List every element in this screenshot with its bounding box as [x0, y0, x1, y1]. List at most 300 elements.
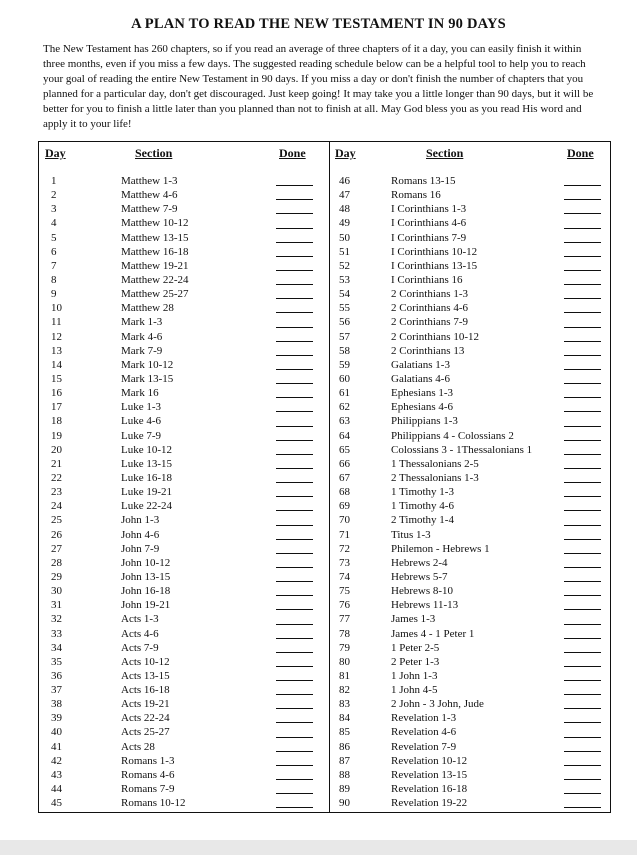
section-reading: 1 Thessalonians 2-5: [391, 457, 479, 470]
day-number: 89: [339, 783, 350, 796]
section-reading: Romans 16: [391, 189, 441, 202]
table-row: [331, 556, 612, 570]
section-reading: Luke 7-9: [121, 429, 162, 442]
table-row: [331, 697, 612, 711]
table-row: [39, 697, 329, 711]
done-checkline: [276, 722, 313, 723]
done-checkline: [276, 397, 313, 398]
table-row: [331, 612, 612, 626]
section-reading: 2 Peter 1-3: [391, 655, 440, 668]
section-reading: Acts 13-15: [121, 669, 170, 682]
day-number: 34: [51, 641, 62, 654]
table-row: [39, 202, 329, 216]
section-reading: Hebrews 2-4: [391, 556, 448, 569]
table-row: [39, 400, 329, 414]
section-reading: Ephesians 1-3: [391, 387, 454, 400]
viewer-bottom-bar: [0, 840, 637, 855]
done-checkline: [276, 525, 313, 526]
day-number: 76: [339, 599, 350, 612]
section-reading: Revelation 7-9: [391, 740, 457, 753]
done-checkline: [276, 595, 313, 596]
done-checkline: [276, 482, 313, 483]
day-number: 24: [51, 500, 62, 513]
done-checkline: [564, 411, 601, 412]
done-checkline: [276, 199, 313, 200]
section-reading: Hebrews 5-7: [391, 570, 448, 583]
day-number: 62: [339, 401, 350, 414]
done-checkline: [276, 765, 313, 766]
done-checkline: [564, 228, 601, 229]
done-checkline: [276, 694, 313, 695]
day-number: 50: [339, 231, 350, 244]
table-row: [39, 188, 329, 202]
table-row: [39, 443, 329, 457]
section-reading: Mark 7-9: [121, 344, 163, 357]
day-number: 70: [339, 514, 350, 527]
table-row: [39, 429, 329, 443]
day-number: 53: [339, 273, 350, 286]
section-reading: 1 John 4-5: [391, 684, 438, 697]
table-row: [331, 287, 612, 301]
day-number: 86: [339, 740, 350, 753]
section-reading: Galatians 1-3: [391, 358, 450, 371]
table-row: [39, 287, 329, 301]
section-reading: Acts 10-12: [121, 655, 170, 668]
table-row: [331, 796, 612, 810]
day-number: 10: [51, 302, 62, 315]
day-number: 63: [339, 415, 350, 428]
day-number: 64: [339, 429, 350, 442]
done-checkline: [564, 694, 601, 695]
section-reading: Luke 19-21: [121, 486, 173, 499]
header-section: Section: [426, 146, 464, 160]
done-checkline: [276, 228, 313, 229]
done-checkline: [564, 270, 601, 271]
column-divider: [329, 142, 330, 812]
section-reading: Mark 16: [121, 387, 159, 400]
table-row: [331, 245, 612, 259]
section-reading: Luke 16-18: [121, 471, 173, 484]
day-number: 56: [339, 316, 350, 329]
table-row: [39, 768, 329, 782]
day-number: 83: [339, 698, 350, 711]
section-reading: Romans 10-12: [121, 797, 186, 810]
done-checkline: [564, 454, 601, 455]
table-row: [39, 457, 329, 471]
day-number: 90: [339, 797, 350, 810]
table-row: [331, 202, 612, 216]
schedule-rows-right: [331, 174, 612, 810]
day-number: 43: [51, 768, 62, 781]
day-number: 78: [339, 627, 350, 640]
section-reading: Luke 1-3: [121, 401, 162, 414]
table-row: [331, 414, 612, 428]
table-row: [39, 683, 329, 697]
section-reading: John 16-18: [121, 585, 171, 598]
section-reading: Philemon - Hebrews 1: [391, 542, 490, 555]
table-row: [331, 683, 612, 697]
done-checkline: [276, 567, 313, 568]
done-checkline: [564, 525, 601, 526]
day-number: 59: [339, 358, 350, 371]
done-checkline: [564, 496, 601, 497]
day-number: 37: [51, 684, 62, 697]
day-number: 87: [339, 754, 350, 767]
section-reading: John 10-12: [121, 556, 171, 569]
done-checkline: [564, 327, 601, 328]
done-checkline: [564, 779, 601, 780]
day-number: 42: [51, 754, 62, 767]
section-reading: Luke 4-6: [121, 415, 162, 428]
table-row: [331, 669, 612, 683]
table-row: [331, 570, 612, 584]
day-number: 48: [339, 203, 350, 216]
done-checkline: [276, 426, 313, 427]
day-number: 11: [51, 316, 62, 329]
section-reading: 1 Peter 2-5: [391, 641, 440, 654]
section-reading: I Corinthians 16: [391, 273, 463, 286]
section-reading: John 1-3: [121, 514, 160, 527]
day-number: 40: [51, 726, 62, 739]
table-row: [331, 443, 612, 457]
done-checkline: [564, 298, 601, 299]
section-reading: Matthew 22-24: [121, 273, 189, 286]
section-reading: Acts 25-27: [121, 726, 170, 739]
day-number: 44: [51, 783, 62, 796]
section-reading: Revelation 13-15: [391, 768, 468, 781]
done-checkline: [564, 468, 601, 469]
table-row: [39, 542, 329, 556]
done-checkline: [564, 383, 601, 384]
day-number: 22: [51, 471, 62, 484]
section-reading: Luke 13-15: [121, 457, 173, 470]
table-row: [39, 641, 329, 655]
schedule-rows-left: [39, 174, 329, 810]
table-row: [39, 584, 329, 598]
table-row: [39, 330, 329, 344]
table-row: [331, 782, 612, 796]
section-reading: 2 John - 3 John, Jude: [391, 698, 484, 711]
day-number: 6: [51, 245, 57, 258]
done-checkline: [276, 581, 313, 582]
day-number: 27: [51, 542, 62, 555]
day-number: 45: [51, 797, 62, 810]
section-reading: Hebrews 11-13: [391, 599, 459, 612]
done-checkline: [276, 312, 313, 313]
done-checkline: [276, 369, 313, 370]
section-reading: Matthew 28: [121, 302, 174, 315]
done-checkline: [564, 213, 601, 214]
table-row: [39, 386, 329, 400]
done-checkline: [276, 355, 313, 356]
done-checkline: [276, 383, 313, 384]
table-row: [39, 655, 329, 669]
done-checkline: [564, 595, 601, 596]
day-number: 35: [51, 655, 62, 668]
table-row: [39, 669, 329, 683]
done-checkline: [564, 355, 601, 356]
day-number: 3: [51, 203, 57, 216]
table-row: [39, 796, 329, 810]
day-number: 8: [51, 273, 57, 286]
done-checkline: [276, 256, 313, 257]
done-checkline: [276, 737, 313, 738]
done-checkline: [276, 680, 313, 681]
done-checkline: [564, 185, 601, 186]
table-row: [331, 457, 612, 471]
day-number: 82: [339, 684, 350, 697]
day-number: 12: [51, 330, 62, 343]
table-row: [331, 641, 612, 655]
day-number: 49: [339, 217, 350, 230]
table-row: [39, 358, 329, 372]
table-row: [331, 513, 612, 527]
section-reading: Mark 13-15: [121, 372, 174, 385]
day-number: 28: [51, 556, 62, 569]
header-section: Section: [135, 146, 173, 160]
done-checkline: [564, 807, 601, 808]
day-number: 26: [51, 528, 62, 541]
table-row: [39, 612, 329, 626]
table-row: [39, 245, 329, 259]
done-checkline: [276, 270, 313, 271]
day-number: 74: [339, 570, 350, 583]
table-row: [39, 556, 329, 570]
section-reading: Hebrews 8-10: [391, 585, 454, 598]
day-number: 72: [339, 542, 350, 555]
section-reading: Acts 7-9: [121, 641, 159, 654]
section-reading: Mark 4-6: [121, 330, 163, 343]
done-checkline: [276, 242, 313, 243]
header-done: Done: [567, 146, 594, 160]
day-number: 14: [51, 358, 62, 371]
section-reading: I Corinthians 10-12: [391, 245, 478, 258]
table-row: [39, 782, 329, 796]
day-number: 60: [339, 372, 350, 385]
section-reading: I Corinthians 7-9: [391, 231, 467, 244]
section-reading: John 19-21: [121, 599, 171, 612]
day-number: 33: [51, 627, 62, 640]
day-number: 51: [339, 245, 350, 258]
done-checkline: [564, 708, 601, 709]
done-checkline: [564, 624, 601, 625]
table-row: [39, 231, 329, 245]
section-reading: Matthew 1-3: [121, 175, 178, 187]
done-checkline: [276, 341, 313, 342]
done-checkline: [564, 751, 601, 752]
section-reading: Matthew 4-6: [121, 189, 178, 202]
day-number: 32: [51, 613, 62, 626]
section-reading: Acts 22-24: [121, 712, 170, 725]
section-reading: Acts 4-6: [121, 627, 159, 640]
section-reading: Revelation 1-3: [391, 712, 457, 725]
table-row: [331, 429, 612, 443]
day-number: 71: [339, 528, 350, 541]
day-number: 38: [51, 698, 62, 711]
done-checkline: [276, 793, 313, 794]
section-reading: Philippians 1-3: [391, 415, 458, 428]
done-checkline: [276, 510, 313, 511]
day-number: 15: [51, 372, 62, 385]
section-reading: Titus 1-3: [391, 528, 431, 541]
table-row: [39, 372, 329, 386]
done-checkline: [564, 666, 601, 667]
done-checkline: [564, 638, 601, 639]
table-row: [331, 528, 612, 542]
section-reading: I Corinthians 13-15: [391, 259, 478, 272]
done-checkline: [564, 793, 601, 794]
done-checkline: [564, 510, 601, 511]
section-reading: Colossians 3 - 1Thessalonians 1: [391, 443, 533, 456]
done-checkline: [276, 213, 313, 214]
section-reading: Philippians 4 - Colossians 2: [391, 429, 514, 442]
section-reading: Acts 1-3: [121, 613, 159, 626]
done-checkline: [564, 199, 601, 200]
day-number: 68: [339, 486, 350, 499]
day-number: 13: [51, 344, 62, 357]
day-number: 65: [339, 443, 350, 456]
table-row: [39, 513, 329, 527]
done-checkline: [564, 737, 601, 738]
section-reading: John 7-9: [121, 542, 160, 555]
section-reading: Revelation 10-12: [391, 754, 468, 767]
table-row: [39, 725, 329, 739]
done-checkline: [564, 312, 601, 313]
table-row: [331, 584, 612, 598]
table-row: [331, 372, 612, 386]
done-checkline: [564, 553, 601, 554]
done-checkline: [276, 411, 313, 412]
table-row: [39, 499, 329, 513]
done-checkline: [276, 284, 313, 285]
day-number: 7: [51, 259, 57, 272]
day-number: 21: [51, 457, 62, 470]
section-reading: James 4 - 1 Peter 1: [391, 627, 475, 640]
day-number: 36: [51, 669, 62, 682]
schedule-column-right: [331, 142, 612, 812]
section-reading: John 13-15: [121, 570, 171, 583]
section-reading: Romans 4-6: [121, 768, 175, 781]
table-row: [331, 273, 612, 287]
section-reading: Ephesians 4-6: [391, 401, 454, 414]
table-row: [39, 598, 329, 612]
table-row: [331, 598, 612, 612]
day-number: 55: [339, 302, 350, 315]
table-row: [331, 301, 612, 315]
day-number: 47: [339, 189, 350, 202]
table-row: [331, 471, 612, 485]
intro-paragraph: The New Testament has 260 chapters, so if you read an average of three chapters of it a day, you can easily finish it within three months, even if you miss a few days. The suggested reading schedule below can be a helpful tool to help you to reach your goal of reading the entire New Testament in 90 days. If you miss a day or don't finish the number of chapters that you planned for a particular day, don't get discouraged. Just keep going! It may take you a little longer than 90 days, but it will be better for you to finish a little later than you planned than not to finish at all. May God bless you as you read His word and apply it to your life!: [43, 43, 594, 130]
table-row: [39, 174, 329, 188]
day-number: 80: [339, 655, 350, 668]
day-number: 18: [51, 415, 62, 428]
table-row: [39, 754, 329, 768]
section-reading: I Corinthians 4-6: [391, 217, 467, 230]
table-row: [331, 768, 612, 782]
day-number: 52: [339, 259, 350, 272]
table-row: [331, 627, 612, 641]
done-checkline: [564, 256, 601, 257]
section-reading: Revelation 4-6: [391, 726, 457, 739]
table-row: [331, 188, 612, 202]
section-reading: Romans 13-15: [391, 175, 456, 187]
section-reading: Matthew 16-18: [121, 245, 189, 258]
section-reading: 2 Thessalonians 1-3: [391, 471, 479, 484]
header-day: Day: [335, 146, 356, 160]
done-checkline: [564, 609, 601, 610]
day-number: 73: [339, 556, 350, 569]
day-number: 16: [51, 387, 62, 400]
section-reading: Matthew 10-12: [121, 217, 189, 230]
day-number: 39: [51, 712, 62, 725]
section-reading: 2 Timothy 1-4: [391, 514, 454, 527]
done-checkline: [564, 397, 601, 398]
done-checkline: [276, 440, 313, 441]
day-number: 4: [51, 217, 57, 230]
section-reading: Romans 1-3: [121, 754, 175, 767]
page-title: A PLAN TO READ THE NEW TESTAMENT IN 90 DAYS: [131, 16, 506, 32]
section-reading: Acts 16-18: [121, 684, 170, 697]
done-checkline: [564, 369, 601, 370]
table-row: [331, 655, 612, 669]
section-reading: Mark 1-3: [121, 316, 163, 329]
done-checkline: [276, 624, 313, 625]
day-number: 61: [339, 387, 350, 400]
section-reading: Luke 10-12: [121, 443, 173, 456]
section-reading: 1 Timothy 4-6: [391, 500, 454, 513]
day-number: 19: [51, 429, 62, 442]
header-done: Done: [279, 146, 306, 160]
table-row: [331, 725, 612, 739]
day-number: 66: [339, 457, 350, 470]
done-checkline: [564, 652, 601, 653]
table-row: [331, 754, 612, 768]
done-checkline: [276, 779, 313, 780]
done-checkline: [276, 454, 313, 455]
table-row: [331, 386, 612, 400]
day-number: 57: [339, 330, 350, 343]
day-number: 85: [339, 726, 350, 739]
section-reading: John 4-6: [121, 528, 160, 541]
table-row: [39, 216, 329, 230]
table-row: [331, 542, 612, 556]
section-reading: Luke 22-24: [121, 500, 173, 513]
section-reading: Mark 10-12: [121, 358, 174, 371]
day-number: 17: [51, 401, 62, 414]
table-row: [331, 231, 612, 245]
day-number: 69: [339, 500, 350, 513]
done-checkline: [564, 581, 601, 582]
day-number: 46: [339, 175, 350, 187]
day-number: 23: [51, 486, 62, 499]
done-checkline: [564, 567, 601, 568]
header-day: Day: [45, 146, 66, 160]
section-reading: Acts 19-21: [121, 698, 170, 711]
table-row: [331, 315, 612, 329]
section-reading: Galatians 4-6: [391, 372, 450, 385]
reading-schedule-table: [38, 141, 611, 813]
table-row: [331, 344, 612, 358]
day-number: 1: [51, 175, 57, 187]
section-reading: 2 Corinthians 7-9: [391, 316, 468, 329]
done-checkline: [564, 482, 601, 483]
day-number: 30: [51, 585, 62, 598]
section-reading: Matthew 19-21: [121, 259, 189, 272]
done-checkline: [276, 539, 313, 540]
done-checkline: [564, 440, 601, 441]
section-reading: 2 Corinthians 1-3: [391, 288, 468, 301]
section-reading: 1 Timothy 1-3: [391, 486, 454, 499]
